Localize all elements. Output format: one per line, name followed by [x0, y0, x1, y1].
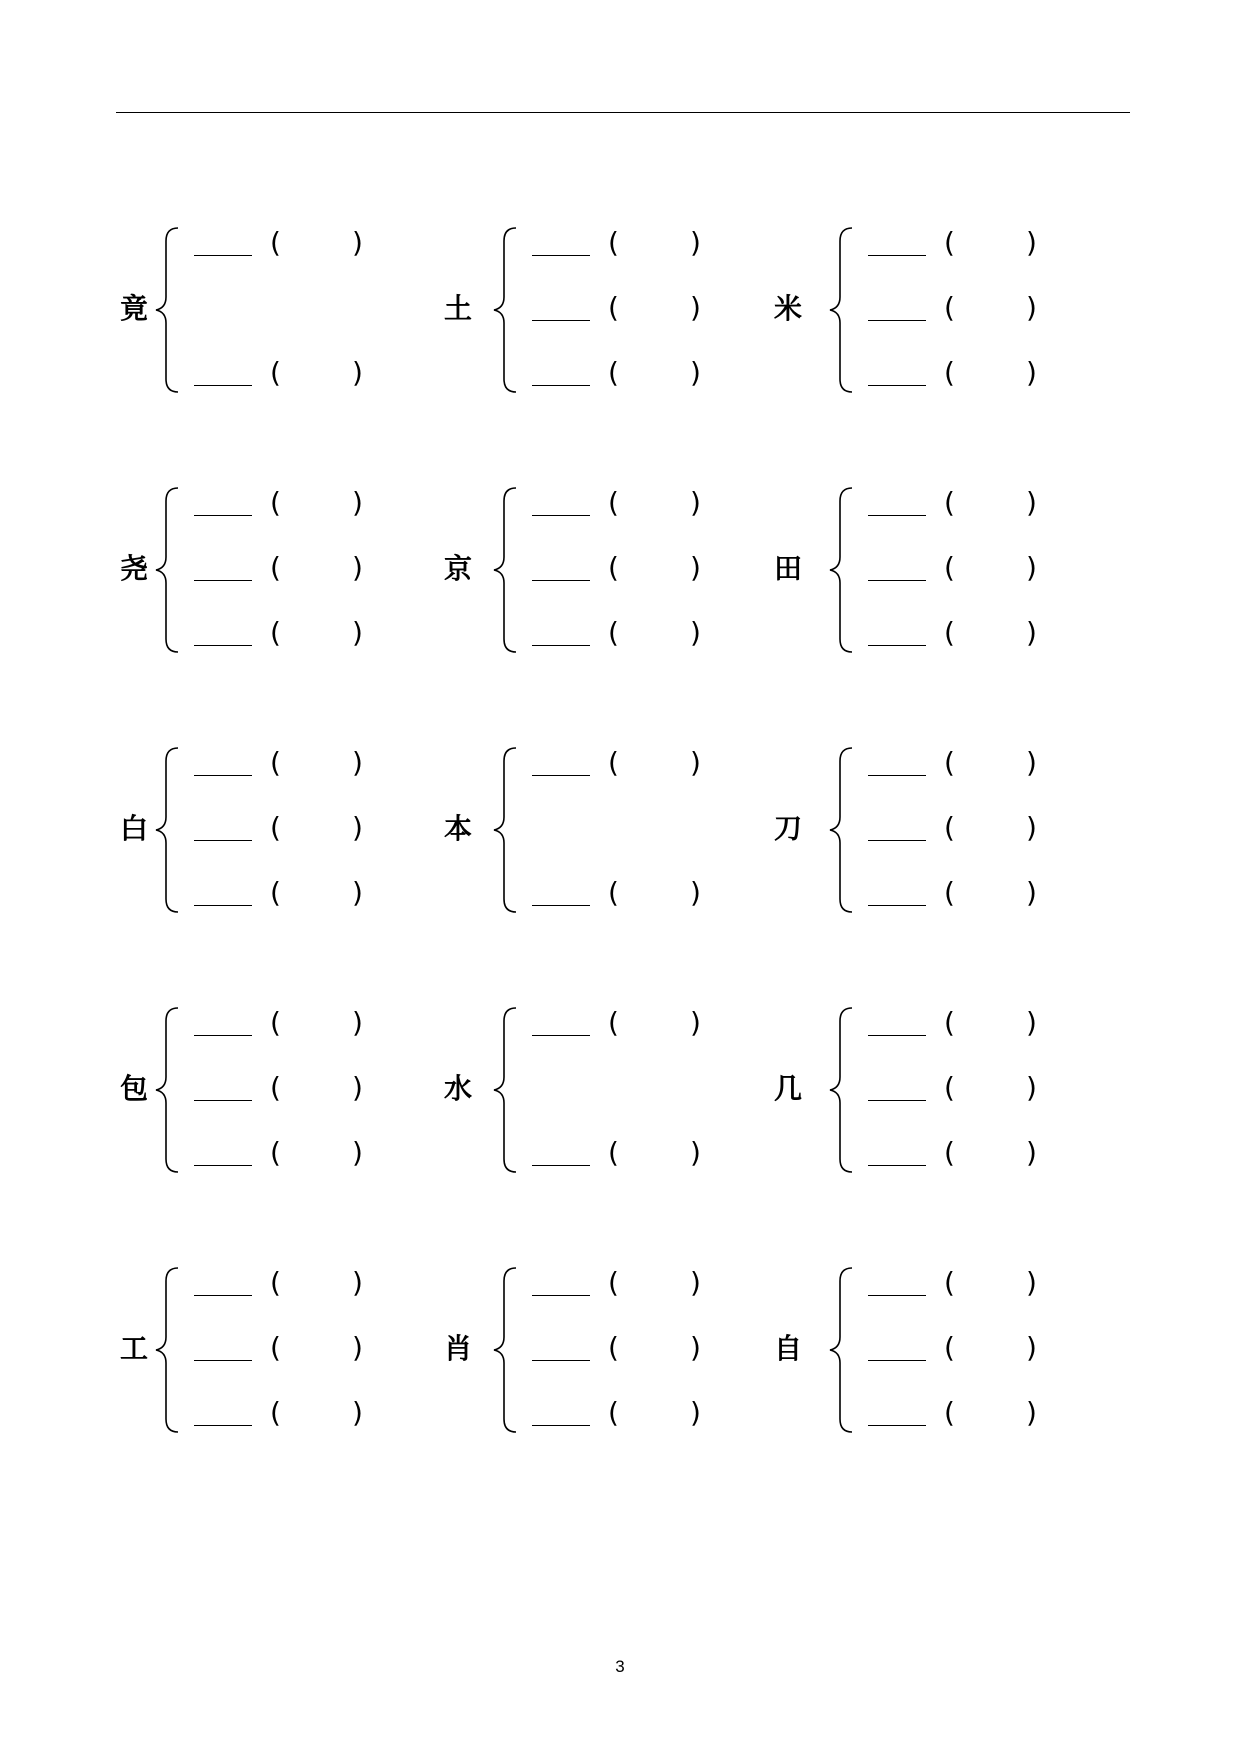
open-paren: (: [944, 1331, 955, 1364]
char-group: [116, 745, 406, 915]
head-character: 竟: [119, 292, 148, 325]
answer-row: [868, 875, 1088, 915]
answer-row: [868, 290, 1088, 330]
char-group: [440, 745, 730, 915]
answer-row: [868, 810, 1088, 850]
curly-brace-icon: [154, 225, 184, 395]
open-paren: (: [270, 551, 281, 584]
open-paren: (: [944, 746, 955, 779]
close-paren: ): [352, 486, 363, 519]
answer-row: [194, 1330, 414, 1370]
close-paren: ): [690, 226, 701, 259]
answer-row: [532, 1395, 752, 1435]
close-paren: ): [1026, 616, 1037, 649]
answer-row: [868, 1265, 1088, 1305]
close-paren: ): [690, 1331, 701, 1364]
answer-row: [868, 1135, 1088, 1175]
head-character: 京: [443, 552, 472, 585]
close-paren: ): [352, 876, 363, 909]
answer-row: [532, 1135, 752, 1175]
answer-row: [868, 485, 1088, 525]
close-paren: ): [352, 746, 363, 779]
fill-blank-line[interactable]: [868, 255, 926, 256]
open-paren: (: [944, 616, 955, 649]
answer-row: [532, 290, 752, 330]
close-paren: ): [1026, 1071, 1037, 1104]
open-paren: (: [944, 226, 955, 259]
head-character: 米: [773, 292, 802, 325]
open-paren: (: [608, 1396, 619, 1429]
close-paren: ): [690, 746, 701, 779]
open-paren: (: [270, 356, 281, 389]
char-group: [770, 1265, 1060, 1435]
open-paren: (: [608, 291, 619, 324]
fill-blank-line[interactable]: [532, 255, 590, 256]
close-paren: ): [690, 291, 701, 324]
head-character: 自: [773, 1332, 802, 1365]
open-paren: (: [944, 486, 955, 519]
answer-row: [194, 745, 414, 785]
answer-row: [532, 1005, 752, 1045]
close-paren: ): [352, 1331, 363, 1364]
curly-brace-icon: [492, 1005, 522, 1175]
head-character: 工: [119, 1332, 148, 1365]
char-group: [770, 745, 1060, 915]
char-group: [116, 1265, 406, 1435]
fill-blank-line[interactable]: [194, 385, 252, 386]
answer-row: [194, 225, 414, 265]
open-paren: (: [270, 1331, 281, 1364]
char-group: [440, 485, 730, 655]
open-paren: (: [944, 1396, 955, 1429]
char-group: [770, 485, 1060, 655]
fill-blank-line[interactable]: [194, 905, 252, 906]
open-paren: (: [608, 1266, 619, 1299]
open-paren: (: [944, 356, 955, 389]
close-paren: ): [1026, 1331, 1037, 1364]
open-paren: (: [270, 1006, 281, 1039]
fill-blank-line[interactable]: [868, 580, 926, 581]
open-paren: (: [608, 1136, 619, 1169]
curly-brace-icon: [492, 1265, 522, 1435]
fill-blank-line[interactable]: [194, 515, 252, 516]
answer-row: [194, 1265, 414, 1305]
open-paren: (: [944, 1136, 955, 1169]
close-paren: ): [352, 551, 363, 584]
fill-blank-line[interactable]: [194, 1360, 252, 1361]
answer-row: [532, 355, 752, 395]
open-paren: (: [608, 616, 619, 649]
open-paren: (: [270, 1071, 281, 1104]
open-paren: (: [270, 486, 281, 519]
open-paren: (: [944, 1006, 955, 1039]
answer-row: [532, 1265, 752, 1305]
answer-row: [532, 615, 752, 655]
fill-blank-line[interactable]: [532, 1425, 590, 1426]
close-paren: ): [690, 551, 701, 584]
close-paren: ): [690, 486, 701, 519]
fill-blank-line[interactable]: [194, 1165, 252, 1166]
answer-row: [194, 1005, 414, 1045]
curly-brace-icon: [828, 225, 858, 395]
answer-row: [868, 1330, 1088, 1370]
close-paren: ): [352, 811, 363, 844]
char-group: [440, 1265, 730, 1435]
fill-blank-line[interactable]: [194, 255, 252, 256]
char-group: [770, 225, 1060, 395]
open-paren: (: [270, 876, 281, 909]
open-paren: (: [608, 551, 619, 584]
answer-row: [868, 1395, 1088, 1435]
head-character: 田: [773, 552, 802, 585]
close-paren: ): [1026, 486, 1037, 519]
fill-blank-line[interactable]: [532, 1165, 590, 1166]
open-paren: (: [608, 356, 619, 389]
open-paren: (: [608, 226, 619, 259]
char-group: [116, 225, 406, 395]
fill-blank-line[interactable]: [868, 1035, 926, 1036]
close-paren: ): [1026, 356, 1037, 389]
answer-row: [194, 485, 414, 525]
open-paren: (: [944, 1266, 955, 1299]
curly-brace-icon: [828, 1265, 858, 1435]
fill-blank-line[interactable]: [868, 645, 926, 646]
curly-brace-icon: [492, 745, 522, 915]
answer-row: [194, 550, 414, 590]
head-character: 几: [773, 1072, 802, 1105]
close-paren: ): [352, 1071, 363, 1104]
close-paren: ): [352, 226, 363, 259]
open-paren: (: [270, 1396, 281, 1429]
answer-row: [532, 550, 752, 590]
answer-row: [532, 745, 752, 785]
fill-blank-line[interactable]: [194, 1100, 252, 1101]
fill-blank-line[interactable]: [532, 775, 590, 776]
curly-brace-icon: [154, 1265, 184, 1435]
close-paren: ): [1026, 746, 1037, 779]
answer-row: [532, 485, 752, 525]
answer-row: [532, 225, 752, 265]
close-paren: ): [352, 1266, 363, 1299]
answer-row: [194, 1135, 414, 1175]
close-paren: ): [1026, 1006, 1037, 1039]
char-group: [440, 225, 730, 395]
head-character: 刀: [773, 812, 802, 845]
close-paren: ): [690, 356, 701, 389]
fill-blank-line[interactable]: [194, 580, 252, 581]
curly-brace-icon: [828, 745, 858, 915]
curly-brace-icon: [828, 1005, 858, 1175]
fill-blank-line[interactable]: [868, 1425, 926, 1426]
header-rule: [116, 112, 1130, 113]
head-character: 水: [443, 1072, 472, 1105]
open-paren: (: [608, 876, 619, 909]
close-paren: ): [1026, 291, 1037, 324]
answer-row: [194, 1395, 414, 1435]
open-paren: (: [608, 486, 619, 519]
answer-row: [532, 875, 752, 915]
answer-row: [194, 355, 414, 395]
close-paren: ): [1026, 551, 1037, 584]
curly-brace-icon: [828, 485, 858, 655]
open-paren: (: [270, 746, 281, 779]
close-paren: ): [690, 1136, 701, 1169]
answer-row: [194, 875, 414, 915]
fill-blank-line[interactable]: [532, 1295, 590, 1296]
open-paren: (: [944, 876, 955, 909]
answer-row: [868, 550, 1088, 590]
curly-brace-icon: [492, 225, 522, 395]
fill-blank-line[interactable]: [868, 905, 926, 906]
fill-blank-line[interactable]: [532, 580, 590, 581]
close-paren: ): [1026, 876, 1037, 909]
close-paren: ): [352, 1396, 363, 1429]
answer-row: [194, 615, 414, 655]
page-number: 3: [615, 1657, 625, 1676]
fill-blank-line[interactable]: [868, 385, 926, 386]
fill-blank-line[interactable]: [532, 645, 590, 646]
open-paren: (: [608, 1006, 619, 1039]
head-character: 包: [119, 1072, 148, 1105]
fill-blank-line[interactable]: [868, 1295, 926, 1296]
fill-blank-line[interactable]: [532, 320, 590, 321]
open-paren: (: [270, 811, 281, 844]
curly-brace-icon: [154, 1005, 184, 1175]
open-paren: (: [944, 551, 955, 584]
fill-blank-line[interactable]: [532, 515, 590, 516]
close-paren: ): [352, 616, 363, 649]
answer-row: [868, 355, 1088, 395]
close-paren: ): [1026, 1396, 1037, 1429]
char-group: [116, 1005, 406, 1175]
char-group: [116, 485, 406, 655]
fill-blank-line[interactable]: [868, 1100, 926, 1101]
head-character: 白: [119, 812, 148, 845]
char-group: [770, 1005, 1060, 1175]
head-character: 尧: [119, 552, 148, 585]
close-paren: ): [690, 876, 701, 909]
close-paren: ): [1026, 1266, 1037, 1299]
close-paren: ): [690, 1006, 701, 1039]
fill-blank-line[interactable]: [194, 1425, 252, 1426]
curly-brace-icon: [154, 485, 184, 655]
fill-blank-line[interactable]: [868, 840, 926, 841]
open-paren: (: [944, 1071, 955, 1104]
fill-blank-line[interactable]: [194, 645, 252, 646]
answer-row: [194, 810, 414, 850]
answer-row: [868, 225, 1088, 265]
head-character: 肖: [443, 1332, 472, 1365]
answer-row: [868, 1005, 1088, 1045]
close-paren: ): [1026, 226, 1037, 259]
curly-brace-icon: [492, 485, 522, 655]
fill-blank-line[interactable]: [194, 775, 252, 776]
fill-blank-line[interactable]: [868, 320, 926, 321]
close-paren: ): [690, 1396, 701, 1429]
fill-blank-line[interactable]: [532, 385, 590, 386]
fill-blank-line[interactable]: [868, 515, 926, 516]
fill-blank-line[interactable]: [532, 1360, 590, 1361]
head-character: 本: [443, 812, 472, 845]
curly-brace-icon: [154, 745, 184, 915]
open-paren: (: [270, 226, 281, 259]
open-paren: (: [608, 746, 619, 779]
open-paren: (: [944, 811, 955, 844]
answer-row: [868, 745, 1088, 785]
close-paren: ): [1026, 811, 1037, 844]
open-paren: (: [270, 1136, 281, 1169]
close-paren: ): [352, 1136, 363, 1169]
fill-blank-line[interactable]: [868, 1165, 926, 1166]
answer-row: [532, 1330, 752, 1370]
close-paren: ): [1026, 1136, 1037, 1169]
char-group: [440, 1005, 730, 1175]
fill-blank-line[interactable]: [194, 1295, 252, 1296]
close-paren: ): [352, 356, 363, 389]
fill-blank-line[interactable]: [532, 905, 590, 906]
answer-row: [868, 1070, 1088, 1110]
fill-blank-line[interactable]: [532, 1035, 590, 1036]
fill-blank-line[interactable]: [868, 1360, 926, 1361]
answer-row: [868, 615, 1088, 655]
open-paren: (: [270, 616, 281, 649]
fill-blank-line[interactable]: [194, 840, 252, 841]
open-paren: (: [608, 1331, 619, 1364]
close-paren: ): [690, 616, 701, 649]
answer-row: [194, 1070, 414, 1110]
head-character: 土: [443, 292, 472, 325]
close-paren: ): [352, 1006, 363, 1039]
open-paren: (: [270, 1266, 281, 1299]
fill-blank-line[interactable]: [868, 775, 926, 776]
open-paren: (: [944, 291, 955, 324]
fill-blank-line[interactable]: [194, 1035, 252, 1036]
close-paren: ): [690, 1266, 701, 1299]
